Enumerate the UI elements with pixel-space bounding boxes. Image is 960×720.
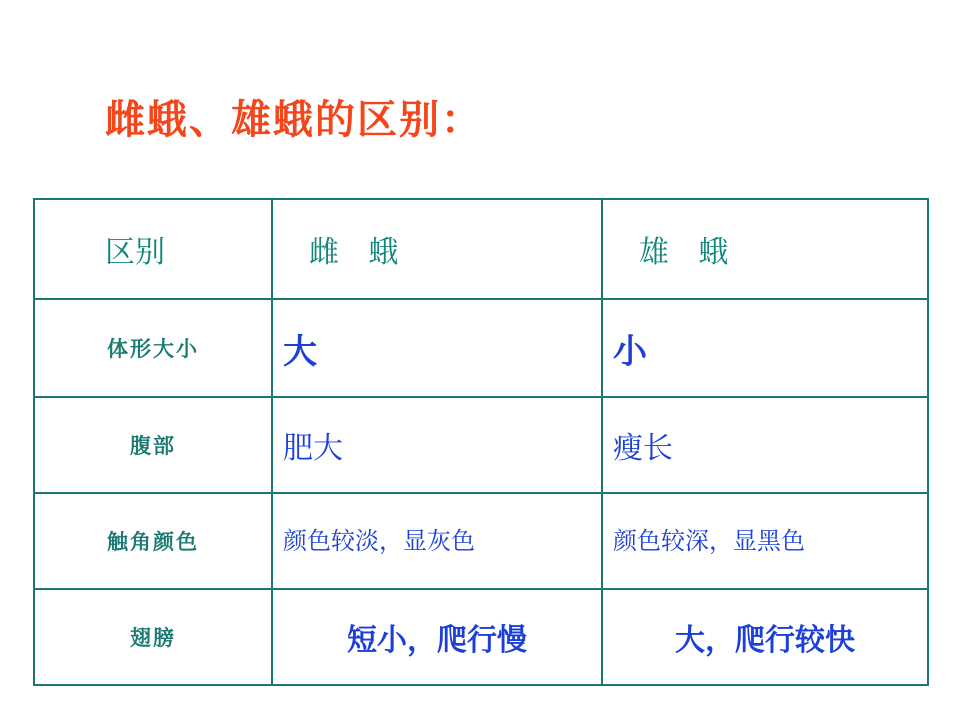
row-label-antenna-color: 触角颜色 <box>34 493 272 589</box>
table-row <box>34 589 928 685</box>
table-row <box>34 493 928 589</box>
table-row <box>34 299 928 397</box>
cell-male-antenna-color: 颜色较深，显黑色 <box>602 493 928 589</box>
page-title: 雌蛾、雄蛾的区别： <box>105 96 483 143</box>
cell-female-antenna-color: 颜色较淡，显灰色 <box>272 493 602 589</box>
comparison-table <box>33 198 929 686</box>
header-cell-category: 区别 <box>34 199 272 299</box>
cell-male-body-size: 小 <box>602 299 928 397</box>
row-label-body-size: 体形大小 <box>34 299 272 397</box>
table-row <box>34 397 928 493</box>
cell-female-abdomen: 肥大 <box>272 397 602 493</box>
row-label-wings: 翅膀 <box>34 589 272 685</box>
cell-female-body-size: 大 <box>272 299 602 397</box>
row-label-abdomen: 腹部 <box>34 397 272 493</box>
cell-male-abdomen: 瘦长 <box>602 397 928 493</box>
table-header-row <box>34 199 928 299</box>
header-cell-male: 雄 蛾 <box>602 199 928 299</box>
header-cell-female: 雌 蛾 <box>272 199 602 299</box>
cell-male-wings: 大，爬行较快 <box>602 589 928 685</box>
cell-female-wings: 短小，爬行慢 <box>272 589 602 685</box>
comparison-table-wrapper <box>33 198 927 686</box>
